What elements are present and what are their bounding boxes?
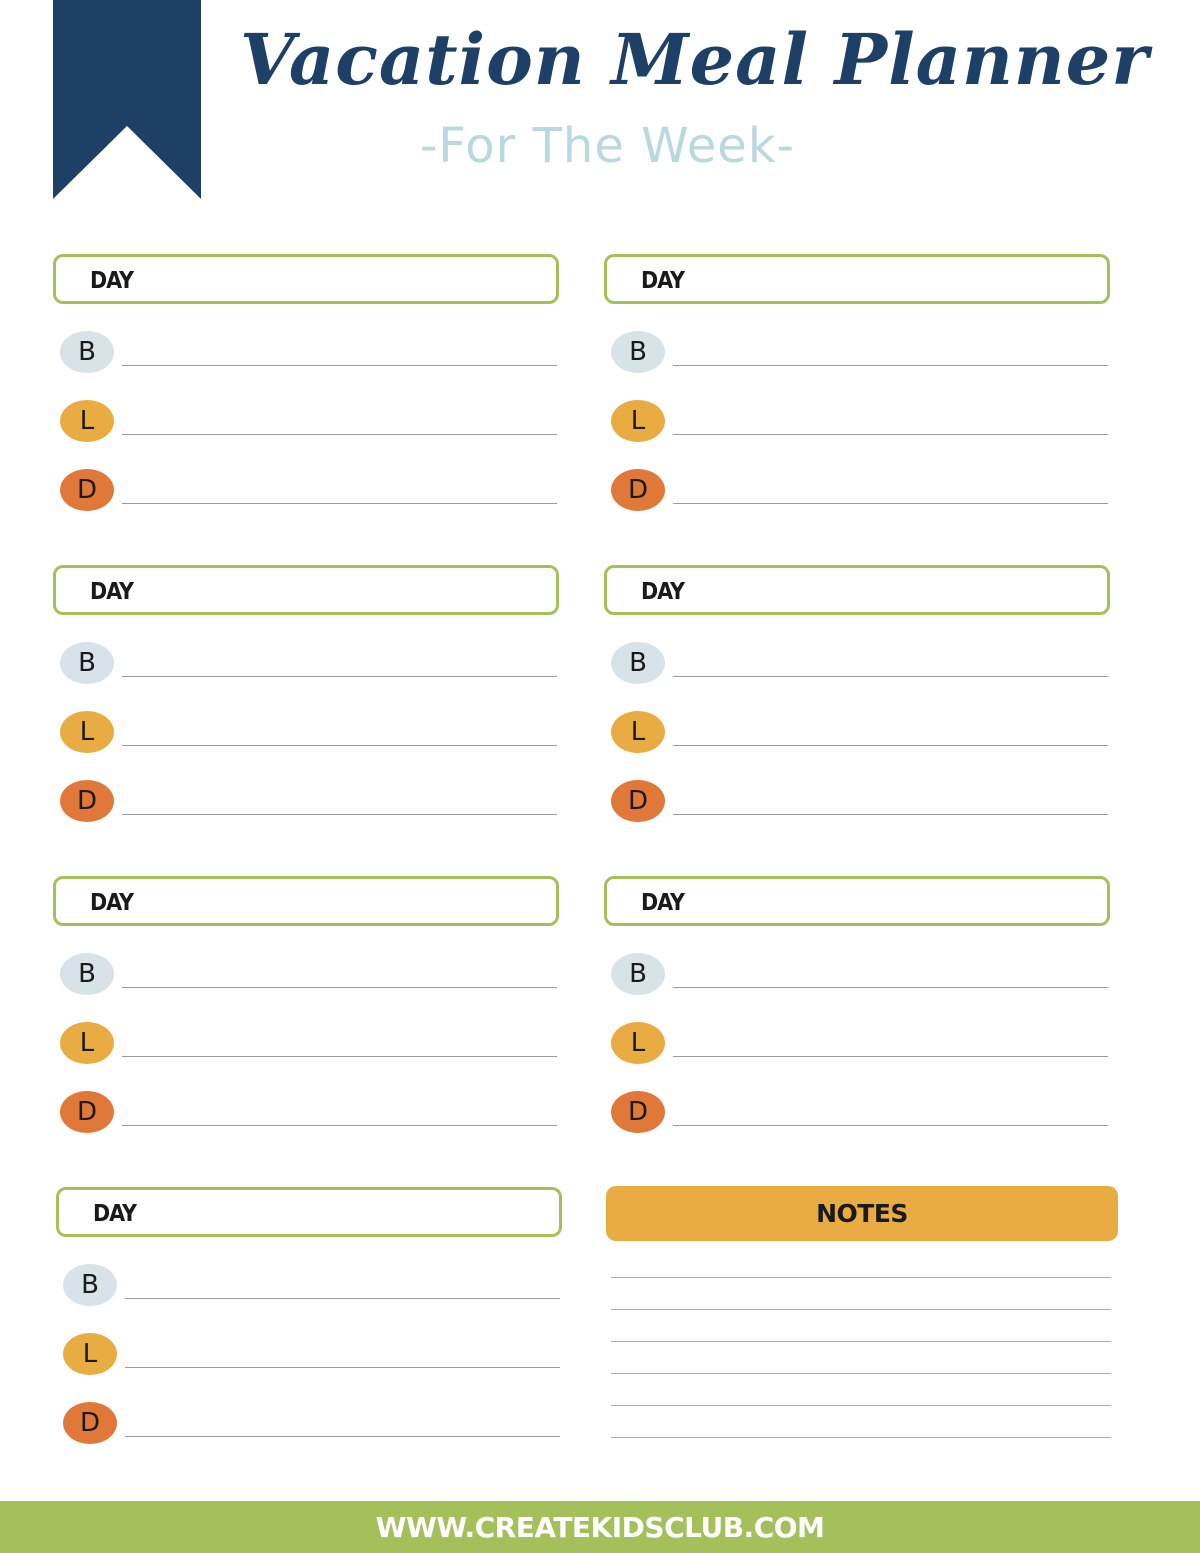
notes-line[interactable] — [611, 1405, 1111, 1406]
lunch-badge: L — [63, 1333, 117, 1375]
breakfast-badge: B — [63, 1264, 117, 1306]
dinner-entry-line[interactable] — [122, 1125, 557, 1126]
dinner-badge: D — [60, 780, 114, 822]
footer-url[interactable]: WWW.CREATEKIDSCLUB.COM — [375, 1510, 825, 1544]
day-block — [56, 1187, 568, 1447]
dinner-entry-line[interactable] — [673, 503, 1108, 504]
breakfast-badge: B — [611, 642, 665, 684]
bookmark-ribbon-icon — [53, 0, 201, 199]
dinner-entry-line[interactable] — [122, 814, 557, 815]
meal-row-breakfast — [63, 1264, 563, 1308]
meal-row-lunch — [611, 1022, 1111, 1066]
breakfast-badge: B — [60, 331, 114, 373]
breakfast-entry-line[interactable] — [673, 987, 1108, 988]
notes-line[interactable] — [611, 1341, 1111, 1342]
day-field[interactable] — [53, 876, 559, 926]
meal-row-breakfast — [611, 953, 1111, 997]
breakfast-badge: B — [60, 642, 114, 684]
lunch-entry-line[interactable] — [122, 745, 557, 746]
dinner-entry-line[interactable] — [125, 1436, 560, 1437]
lunch-entry-line[interactable] — [122, 434, 557, 435]
dinner-badge: D — [611, 469, 665, 511]
notes-line[interactable] — [611, 1437, 1111, 1438]
lunch-badge: L — [60, 1022, 114, 1064]
meal-row-dinner — [60, 1091, 560, 1135]
meal-row-breakfast — [60, 953, 560, 997]
breakfast-entry-line[interactable] — [122, 365, 557, 366]
dinner-badge: D — [611, 780, 665, 822]
meal-row-breakfast — [60, 642, 560, 686]
meal-row-lunch — [60, 1022, 560, 1066]
lunch-entry-line[interactable] — [673, 434, 1108, 435]
meal-row-dinner — [611, 780, 1111, 824]
lunch-entry-line[interactable] — [122, 1056, 557, 1057]
breakfast-entry-line[interactable] — [122, 676, 557, 677]
day-field[interactable] — [53, 254, 559, 304]
day-field[interactable] — [56, 1187, 562, 1237]
breakfast-entry-line[interactable] — [673, 365, 1108, 366]
meal-row-breakfast — [611, 331, 1111, 375]
dinner-entry-line[interactable] — [122, 503, 557, 504]
day-block — [53, 876, 565, 1136]
lunch-badge: L — [60, 400, 114, 442]
day-field[interactable] — [604, 254, 1110, 304]
breakfast-entry-line[interactable] — [122, 987, 557, 988]
meal-row-lunch — [611, 711, 1111, 755]
lunch-badge: L — [611, 400, 665, 442]
day-block — [604, 254, 1116, 514]
lunch-badge: L — [611, 1022, 665, 1064]
day-label: DAY — [90, 268, 133, 294]
lunch-badge: L — [611, 711, 665, 753]
meal-row-breakfast — [611, 642, 1111, 686]
meal-row-lunch — [60, 400, 560, 444]
dinner-badge: D — [60, 1091, 114, 1133]
breakfast-badge: B — [60, 953, 114, 995]
day-block — [604, 565, 1116, 825]
footer-bar — [0, 1501, 1200, 1553]
day-label: DAY — [90, 579, 133, 605]
page-subtitle: -For The Week- — [420, 118, 795, 174]
day-block — [53, 254, 565, 514]
day-label: DAY — [641, 890, 684, 916]
day-label: DAY — [641, 579, 684, 605]
meal-row-dinner — [60, 469, 560, 513]
lunch-badge: L — [60, 711, 114, 753]
dinner-badge: D — [63, 1402, 117, 1444]
meal-row-lunch — [60, 711, 560, 755]
day-field[interactable] — [604, 565, 1110, 615]
breakfast-entry-line[interactable] — [673, 676, 1108, 677]
lunch-entry-line[interactable] — [673, 1056, 1108, 1057]
dinner-entry-line[interactable] — [673, 814, 1108, 815]
meal-row-lunch — [63, 1333, 563, 1377]
meal-row-dinner — [60, 780, 560, 824]
day-label: DAY — [90, 890, 133, 916]
breakfast-badge: B — [611, 331, 665, 373]
day-label: DAY — [93, 1201, 136, 1227]
dinner-badge: D — [611, 1091, 665, 1133]
breakfast-badge: B — [611, 953, 665, 995]
notes-line[interactable] — [611, 1309, 1111, 1310]
day-block — [604, 876, 1116, 1136]
meal-row-dinner — [63, 1402, 563, 1446]
day-block — [53, 565, 565, 825]
notes-line[interactable] — [611, 1277, 1111, 1278]
meal-row-lunch — [611, 400, 1111, 444]
meal-row-dinner — [611, 1091, 1111, 1135]
page-title: Vacation Meal Planner — [240, 18, 1150, 101]
day-field[interactable] — [53, 565, 559, 615]
notes-header: NOTES — [606, 1186, 1118, 1241]
dinner-badge: D — [60, 469, 114, 511]
meal-row-dinner — [611, 469, 1111, 513]
meal-row-breakfast — [60, 331, 560, 375]
lunch-entry-line[interactable] — [125, 1367, 560, 1368]
day-field[interactable] — [604, 876, 1110, 926]
breakfast-entry-line[interactable] — [125, 1298, 560, 1299]
dinner-entry-line[interactable] — [673, 1125, 1108, 1126]
day-label: DAY — [641, 268, 684, 294]
lunch-entry-line[interactable] — [673, 745, 1108, 746]
notes-line[interactable] — [611, 1373, 1111, 1374]
